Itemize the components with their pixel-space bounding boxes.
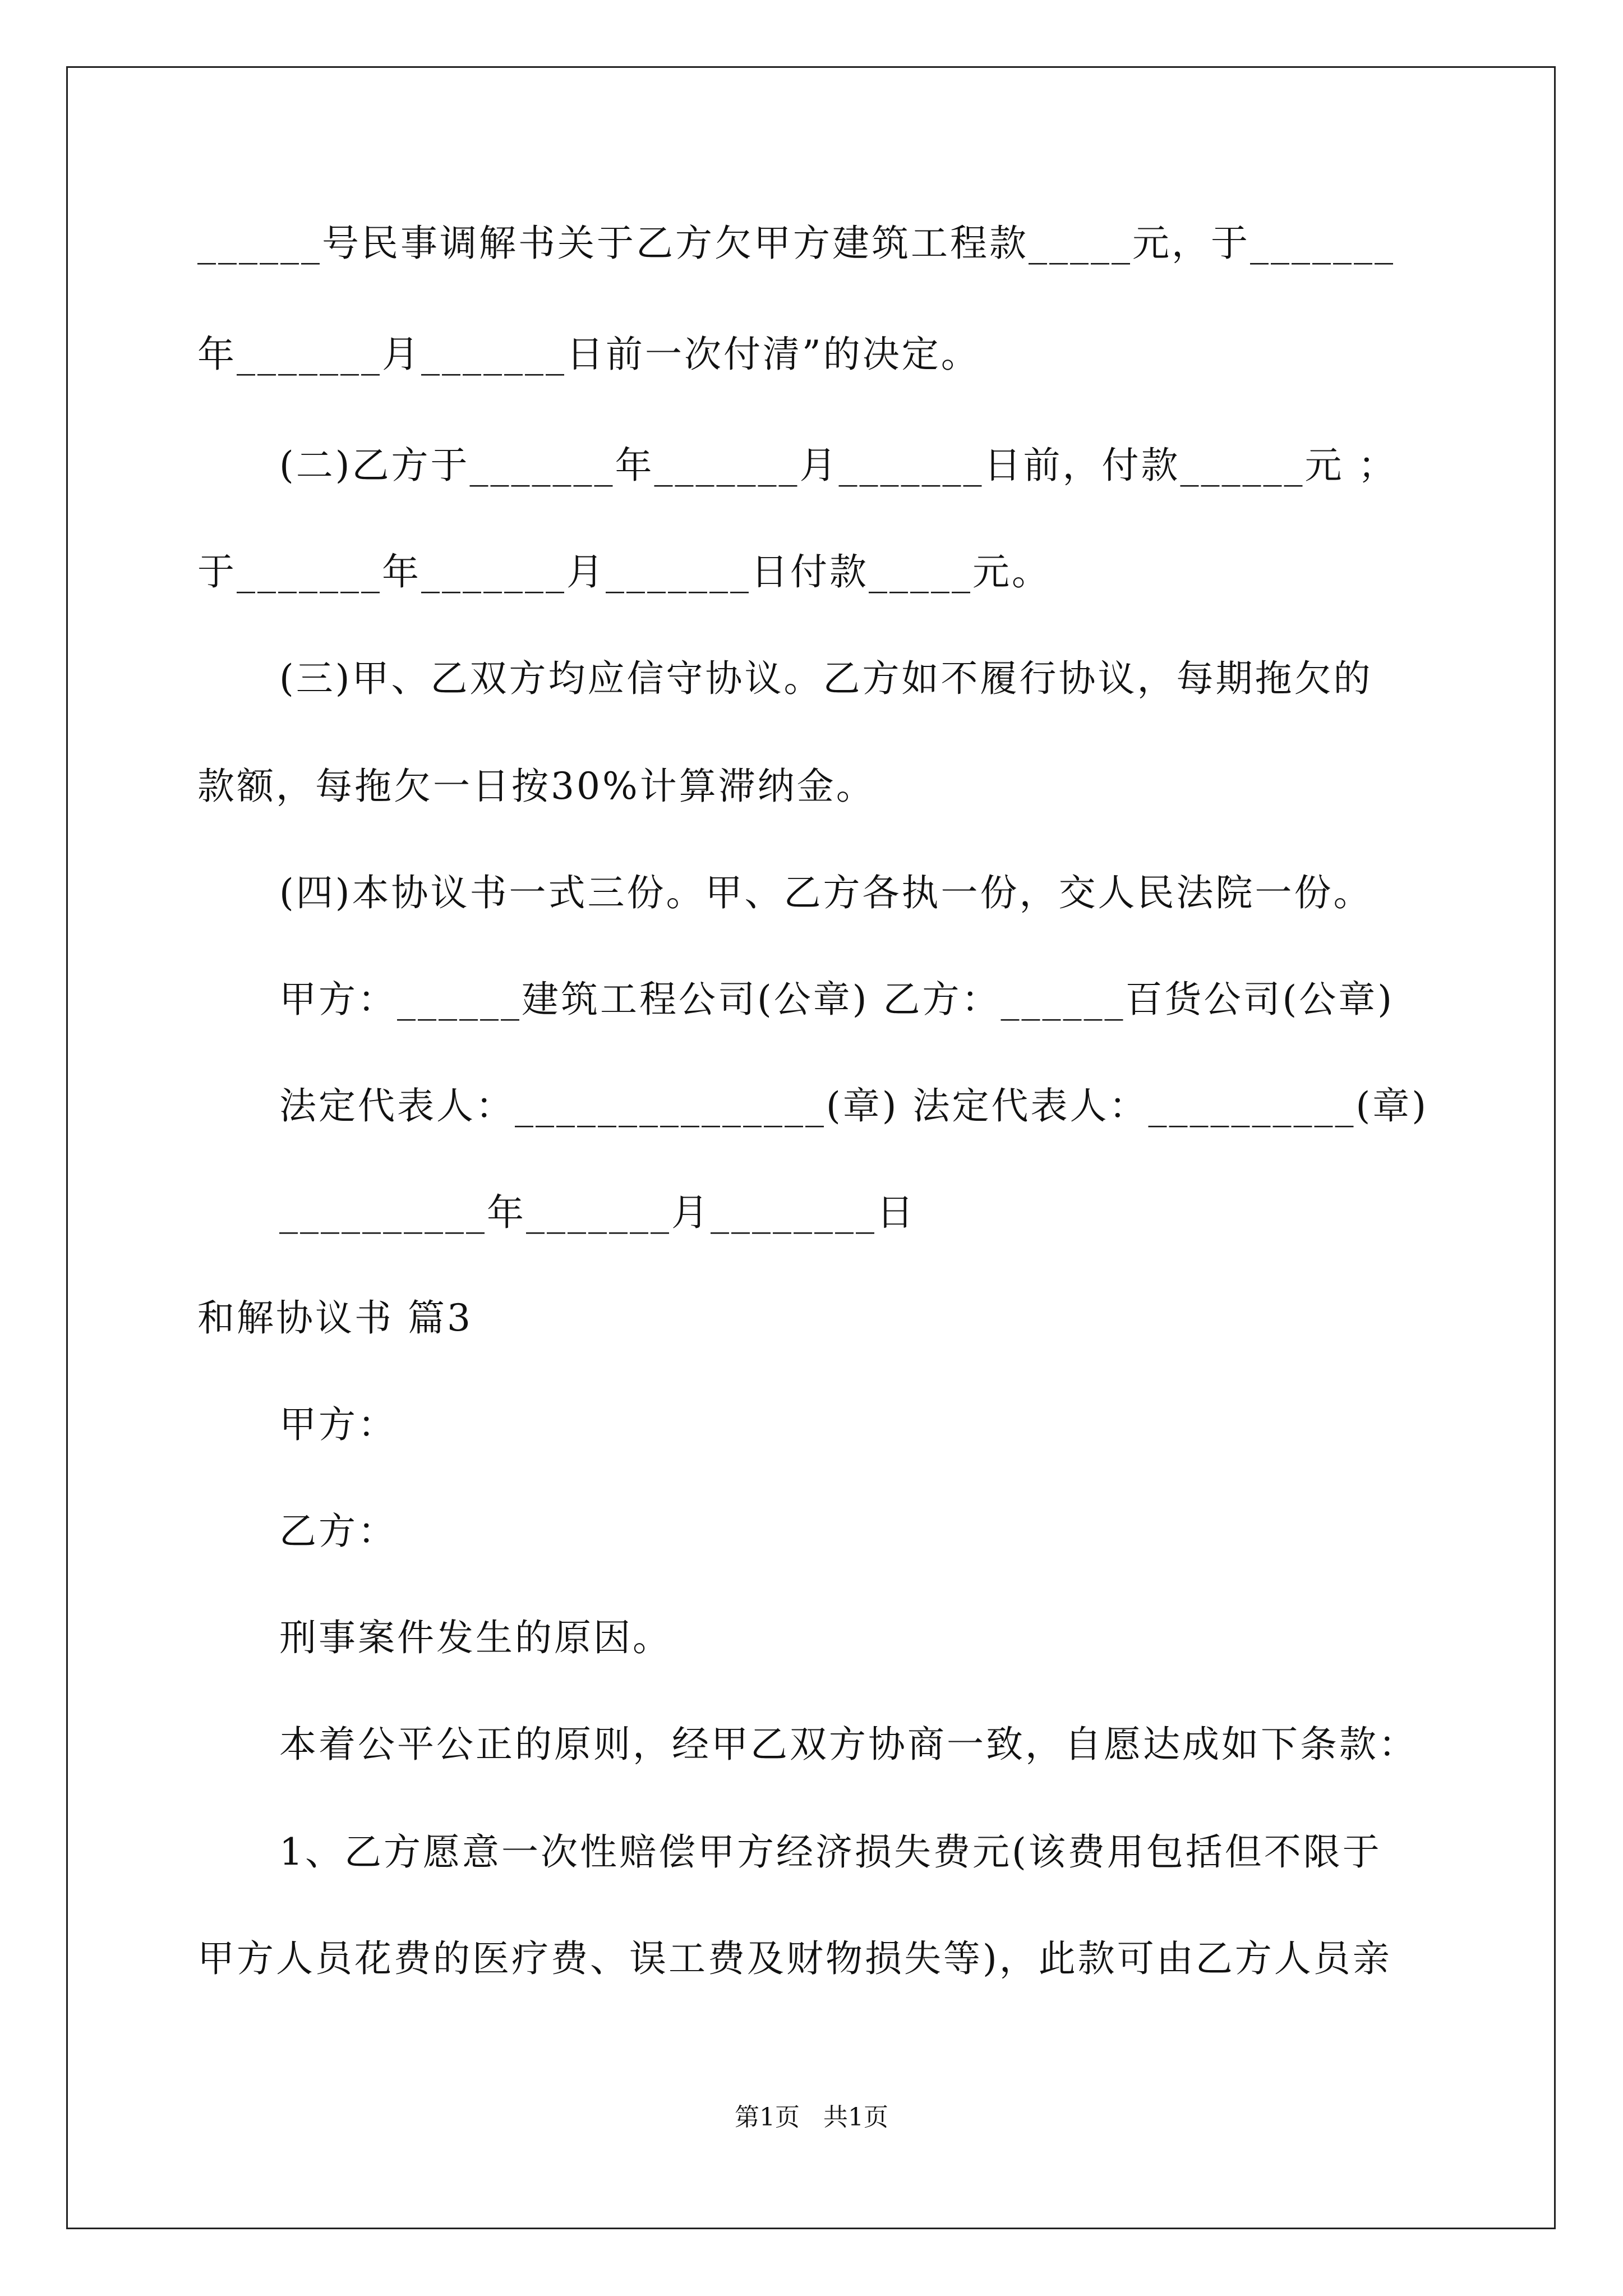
body-line-2: 年_______月_______日前一次付清”的决定。 [197, 333, 980, 376]
body-line-7: (四)本协议书一式三份。甲、乙方各执一份，交人民法院一份。 [279, 871, 1373, 914]
clause-1-line-2: 甲方人员花费的医疗费、误工费及财物损失等)，此款可由乙方人员亲 [197, 1937, 1392, 1980]
body-line-4: 于_______年_______月_______日付款_____元。 [197, 550, 1051, 593]
body-line-cause: 刑事案件发生的原因。 [279, 1616, 672, 1659]
body-line-5: (三)甲、乙双方均应信守协议。乙方如不履行协议，每期拖欠的 [279, 657, 1373, 700]
clause-1-line-1: 1、乙方愿意一次性赔偿甲方经济损失费元(该费用包括但不限于 [279, 1830, 1382, 1874]
signature-line-date: __________年_______月________日 [279, 1191, 916, 1234]
body-line-6: 款额，每拖欠一日按30%计算滞纳金。 [197, 765, 875, 808]
section-heading: 和解协议书 篇3 [197, 1296, 473, 1340]
party-a-label: 甲方： [279, 1403, 397, 1446]
signature-line-representatives: 法定代表人：_______________(章) 法定代表人：__________(章) [279, 1084, 1428, 1128]
body-line-1: ______号民事调解书关于乙方欠甲方建筑工程款_____元，于_______ [197, 222, 1395, 265]
page-border [66, 66, 1556, 2229]
body-line-3: (二)乙方于_______年_______月_______日前，付款______元 ； [279, 444, 1398, 487]
page-footer: 第1页 共1页 [735, 2103, 888, 2132]
party-b-label: 乙方： [279, 1510, 397, 1553]
signature-line-parties: 甲方：______建筑工程公司(公章) 乙方：______百货公司(公章) [279, 978, 1394, 1021]
body-line-principle: 本着公平公正的原则，经甲乙双方协商一致，自愿达成如下条款： [279, 1723, 1418, 1766]
